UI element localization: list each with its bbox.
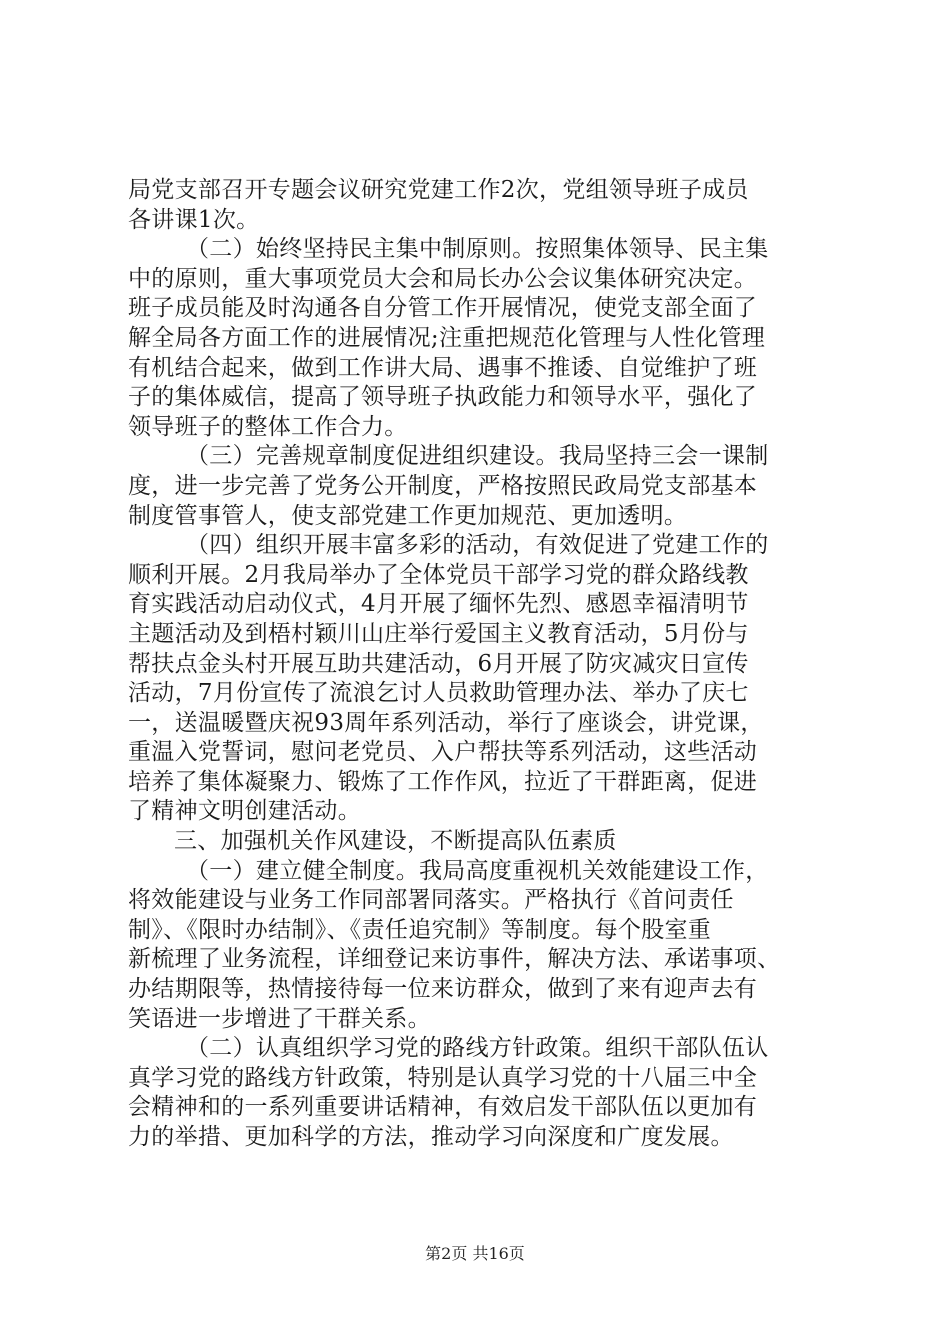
- section-heading: 三、加强机关作风建设，不断提高队伍素质: [174, 828, 617, 855]
- paragraph-start-line: （二）认真组织学习党的路线方针政策。组织干部队伍认: [186, 1035, 769, 1062]
- text-line: 会精神和的一系列重要讲话精神，有效启发干部队伍以更加有: [128, 1094, 758, 1121]
- text-line: 力的举措、更加科学的方法，推动学习向深度和广度发展。: [128, 1124, 734, 1150]
- text-line: 解全局各方面工作的进展情况;注重把规范化管理与人性化管理: [128, 324, 766, 351]
- text-line: 各讲课1次。: [128, 206, 260, 233]
- text-line: 笑语进一步增进了干群关系。: [128, 1005, 431, 1032]
- paragraph-start-line: （一）建立健全制度。我局高度重视机关效能建设工作，: [186, 857, 769, 884]
- text-line: 有机结合起来，做到工作讲大局、遇事不推诿、自觉维护了班: [128, 354, 758, 381]
- text-line: 重温入党誓词，慰问老党员、入户帮扶等系列活动，这些活动: [128, 739, 758, 766]
- page-number-footer: 第2页 共16页: [425, 1244, 525, 1263]
- paragraph-start-line: （三）完善规章制度促进组织建设。我局坚持三会一课制: [186, 443, 769, 470]
- text-line: 顺利开展。2月我局举办了全体党员干部学习党的群众路线教: [128, 561, 749, 588]
- text-line: 帮扶点金头村开展互助共建活动，6月开展了防灾减灾日宣传: [128, 650, 749, 677]
- text-line: 制》、《限时办结制》、《责任追究制》等制度。每个股室重: [128, 916, 712, 943]
- text-line: 子的集体威信，提高了领导班子执政能力和领导水平，强化了: [128, 384, 758, 411]
- paragraph-start-line: （四）组织开展丰富多彩的活动，有效促进了党建工作的: [186, 532, 769, 559]
- text-line: 培养了集体凝聚力、锻炼了工作作风，拉近了干群距离，促进: [128, 768, 758, 795]
- text-line: 中的原则，重大事项党员大会和局长办公会议集体研究决定。: [128, 265, 758, 292]
- text-line: 度，进一步完善了党务公开制度，严格按照民政局党支部基本: [128, 472, 758, 499]
- paragraph-start-line: （二）始终坚持民主集中制原则。按照集体领导、民主集: [186, 236, 769, 263]
- text-line: 了精神文明创建活动。: [128, 798, 361, 825]
- text-line: 领导班子的整体工作合力。: [128, 413, 408, 440]
- text-line: 主题活动及到梧村颖川山庄举行爱国主义教育活动，5月份与: [128, 620, 749, 647]
- text-line: 活动，7月份宣传了流浪乞讨人员救助管理办法、举办了庆七: [128, 680, 749, 707]
- text-line: 新梳理了业务流程，详细登记来访事件，解决方法、承诺事项、: [128, 946, 781, 973]
- text-line: 制度管事管人，使支部党建工作更加规范、更加透明。: [128, 502, 688, 529]
- text-line: 育实践活动启动仪式，4月开展了缅怀先烈、感恩幸福清明节: [128, 591, 749, 618]
- text-line: 班子成员能及时沟通各自分管工作开展情况，使党支部全面了: [128, 295, 758, 322]
- text-line: 办结期限等，热情接待每一位来访群众，做到了来有迎声去有: [128, 976, 758, 1003]
- text-line: 一，送温暖暨庆祝93周年系列活动，举行了座谈会，讲党课，: [128, 709, 764, 736]
- document-body: [128, 176, 832, 1153]
- text-line: 局党支部召开专题会议研究党建工作2次，党组领导班子成员: [128, 177, 749, 203]
- text-line: 将效能建设与业务工作同部署同落实。严格执行《首问责任: [128, 887, 734, 914]
- text-line: 真学习党的路线方针政策，特别是认真学习党的十八届三中全: [128, 1064, 758, 1091]
